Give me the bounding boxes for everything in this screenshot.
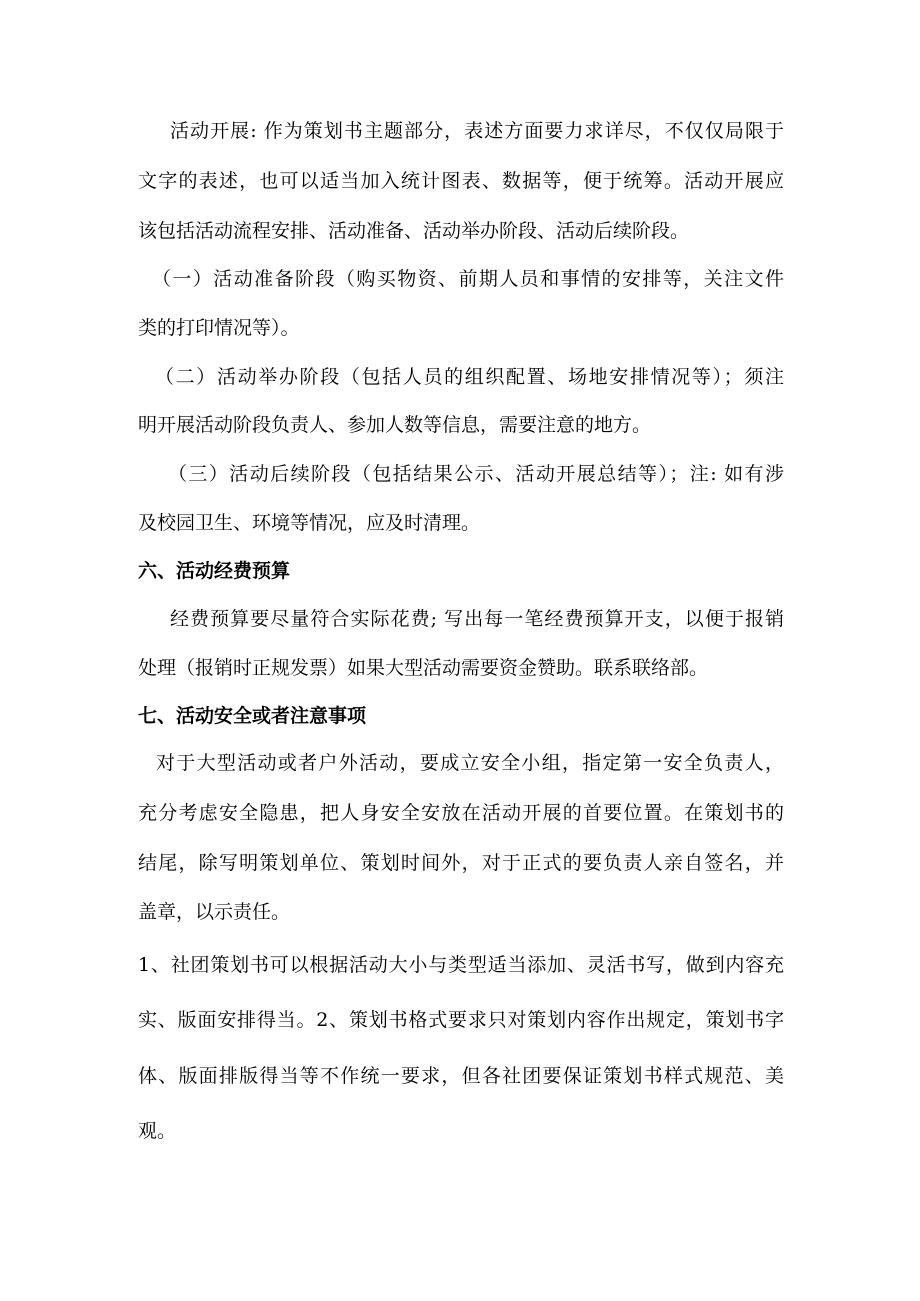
budget-line-1: 经费预算要尽量符合实际花费; 写出每一笔经费预算开支，以便于报销 bbox=[170, 608, 784, 630]
followup-stage-line-2: 及校园卫生、环境等情况，应及时清理。 bbox=[138, 512, 481, 534]
safety-heading: 七、活动安全或者注意事项 bbox=[138, 705, 367, 727]
budget-heading: 六、活动经费预算 bbox=[138, 560, 291, 582]
safety-line-4: 盖章，以示责任。 bbox=[138, 901, 291, 923]
budget-line-2: 处理（报销时正规发票）如果大型活动需要资金赞助。联系联络部。 bbox=[138, 657, 709, 679]
prep-stage-line-2: 类的打印情况等）。 bbox=[138, 317, 300, 339]
safety-line-3: 结尾，除写明策划单位、策划时间外，对于正式的要负责人亲自签名，并 bbox=[138, 852, 784, 874]
followup-stage-line-1: （三）活动后续阶段（包括结果公示、活动开展总结等）；注: 如有涉 bbox=[168, 463, 784, 485]
activity-intro-line-3: 该包括活动流程安排、活动准备、活动举办阶段、活动后续阶段。 bbox=[138, 220, 690, 242]
notes-line-3: 体、版面排版得当等不作统一要求，但各社团要保证策划书样式规范、美 bbox=[138, 1065, 784, 1087]
prep-stage-line-1: （一）活动准备阶段（购买物资、前期人员和事情的安排等，关注文件 bbox=[152, 268, 784, 290]
hosting-stage-line-2: 明开展活动阶段负责人、参加人数等信息，需要注意的地方。 bbox=[138, 414, 652, 436]
activity-intro-line-2: 文字的表述，也可以适当加入统计图表、数据等，便于统筹。活动开展应 bbox=[138, 170, 784, 192]
activity-intro-line-1: 活动开展: 作为策划书主题部分，表述方面要力求详尽，不仅仅局限于 bbox=[170, 120, 784, 142]
notes-line-4: 观。 bbox=[138, 1120, 177, 1142]
safety-line-2: 充分考虑安全隐患，把人身安全安放在活动开展的首要位置。在策划书的 bbox=[138, 802, 784, 824]
safety-line-1: 对于大型活动或者户外活动，要成立安全小组，指定第一安全负责人， bbox=[156, 752, 784, 774]
hosting-stage-line-1: （二）活动举办阶段（包括人员的组织配置、场地安排情况等）；须注 bbox=[155, 366, 784, 388]
notes-line-2: 实、版面安排得当。2、策划书格式要求只对策划内容作出规定，策划书字 bbox=[138, 1009, 784, 1031]
notes-line-1: 1、社团策划书可以根据活动大小与类型适当添加、灵活书写，做到内容充 bbox=[138, 954, 784, 976]
